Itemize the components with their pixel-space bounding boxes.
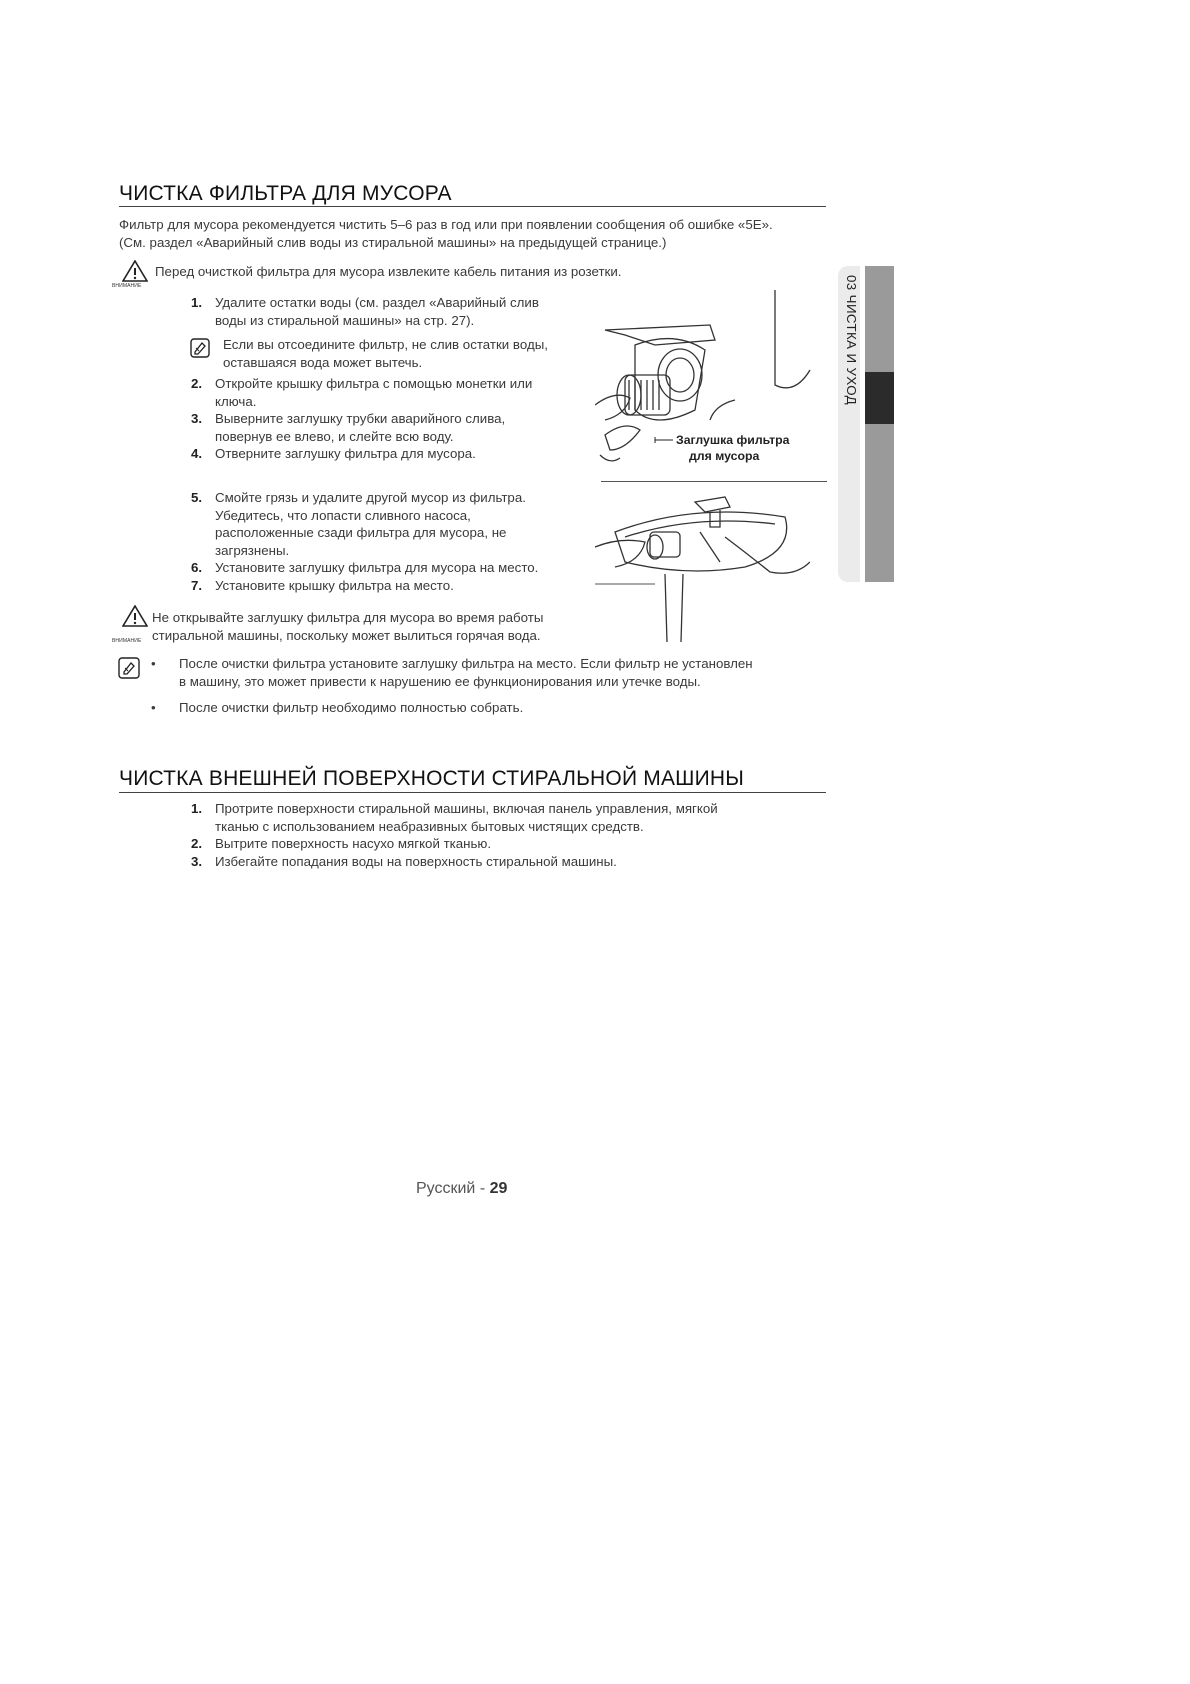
note-line: оставшаяся вода может вытечь.: [223, 354, 423, 370]
list-item: 1. Удалите остатки воды (см. раздел «Аварийный слив: [191, 295, 539, 310]
list-item: 6. Установите заглушку фильтра для мусора на место.: [191, 560, 539, 575]
list-item-cont: повернув ее влево, и слейте всю воду.: [215, 428, 454, 444]
page-number: 29: [489, 1180, 508, 1197]
list-item: 4. Отверните заглушку фильтра для мусора.: [191, 446, 476, 461]
list-item-cont: тканью с использованием неабразивных бытовых чистящих средств.: [215, 818, 644, 834]
note-icon: [190, 338, 210, 358]
note-text: [223, 336, 548, 371]
list-item: 3. Выверните заглушку трубки аварийного слива,: [191, 411, 506, 426]
caution-label: ВНИМАНИЕ: [112, 283, 142, 289]
steps-list-exterior: [191, 800, 718, 870]
list-item-cont: в машину, это может привести к нарушению ее функционирования или утечке воды.: [179, 673, 701, 689]
list-item-cont: расположенные сзади фильтра для мусора, не: [215, 525, 507, 540]
page-footer: [416, 1180, 507, 1198]
intro-line: Фильтр для мусора рекомендуется чистить 5–6 раз в год или при появлении сообщения об ошибке «5E».: [119, 217, 773, 232]
list-item: • После очистки фильтра установите заглушку фильтра на место. Если фильтр не установлен: [151, 656, 753, 671]
list-item: 7. Установите крышку фильтра на место.: [191, 577, 454, 593]
list-item: 2. Откройте крышку фильтра с помощью монетки или: [191, 376, 533, 391]
list-item: 1. Протрите поверхности стиральной машины, включая панель управления, мягкой: [191, 801, 718, 816]
side-tab-marker: [865, 372, 894, 424]
figure-caption: [676, 432, 790, 464]
list-item-cont: загрязнены.: [215, 542, 290, 558]
steps-list-a: [191, 294, 539, 329]
notes-list: [151, 655, 753, 717]
list-item-cont: ключа.: [215, 393, 257, 409]
note-icon: [118, 657, 140, 679]
list-item-cont: воды из стиральной машины» на стр. 27).: [215, 312, 475, 328]
separator-rule: [601, 481, 827, 482]
steps-list-c: [191, 489, 538, 594]
list-item: • После очистки фильтр необходимо полностью собрать.: [151, 700, 524, 715]
section-title-exterior: ЧИСТКА ВНЕШНЕЙ ПОВЕРХНОСТИ СТИРАЛЬНОЙ МАШИНЫ: [119, 767, 745, 790]
title-rule: [119, 206, 826, 207]
filter-washing-illustration: [595, 492, 810, 642]
intro-line: (См. раздел «Аварийный слив воды из стиральной машины» на предыдущей странице.): [119, 234, 667, 250]
caution-icon: [117, 605, 153, 629]
caption-line: для мусора: [689, 449, 760, 463]
list-item: 3. Избегайте попадания воды на поверхность стиральной машины.: [191, 853, 617, 869]
note-line: Если вы отсоедините фильтр, не слив остатки воды,: [223, 337, 548, 352]
list-item: 2. Вытрите поверхность насухо мягкой тканью.: [191, 836, 492, 851]
steps-list-b: [191, 375, 532, 463]
list-item: 5. Смойте грязь и удалите другой мусор из фильтра.: [191, 490, 526, 505]
caution-text-2: [152, 609, 543, 644]
footer-language: Русский -: [416, 1180, 486, 1197]
caption-line: Заглушка фильтра: [676, 433, 790, 447]
intro-text: [119, 216, 773, 251]
caution-text: Перед очисткой фильтра для мусора извлеките кабель питания из розетки.: [155, 264, 622, 279]
caution-label: ВНИМАНИЕ: [112, 638, 142, 644]
caution-line: Не открывайте заглушку фильтра для мусора во время работы: [152, 610, 544, 625]
caution-line: стиральной машины, поскольку может вылиться горячая вода.: [152, 627, 541, 643]
list-item-cont: Убедитесь, что лопасти сливного насоса,: [215, 507, 471, 523]
side-tab-bar: [865, 266, 894, 582]
caution-icon: [117, 260, 153, 284]
section-title-filter: ЧИСТКА ФИЛЬТРА ДЛЯ МУСОРА: [119, 182, 452, 205]
title-rule: [119, 792, 826, 793]
side-tab-label: 03 ЧИСТКА И УХОД: [844, 275, 859, 406]
